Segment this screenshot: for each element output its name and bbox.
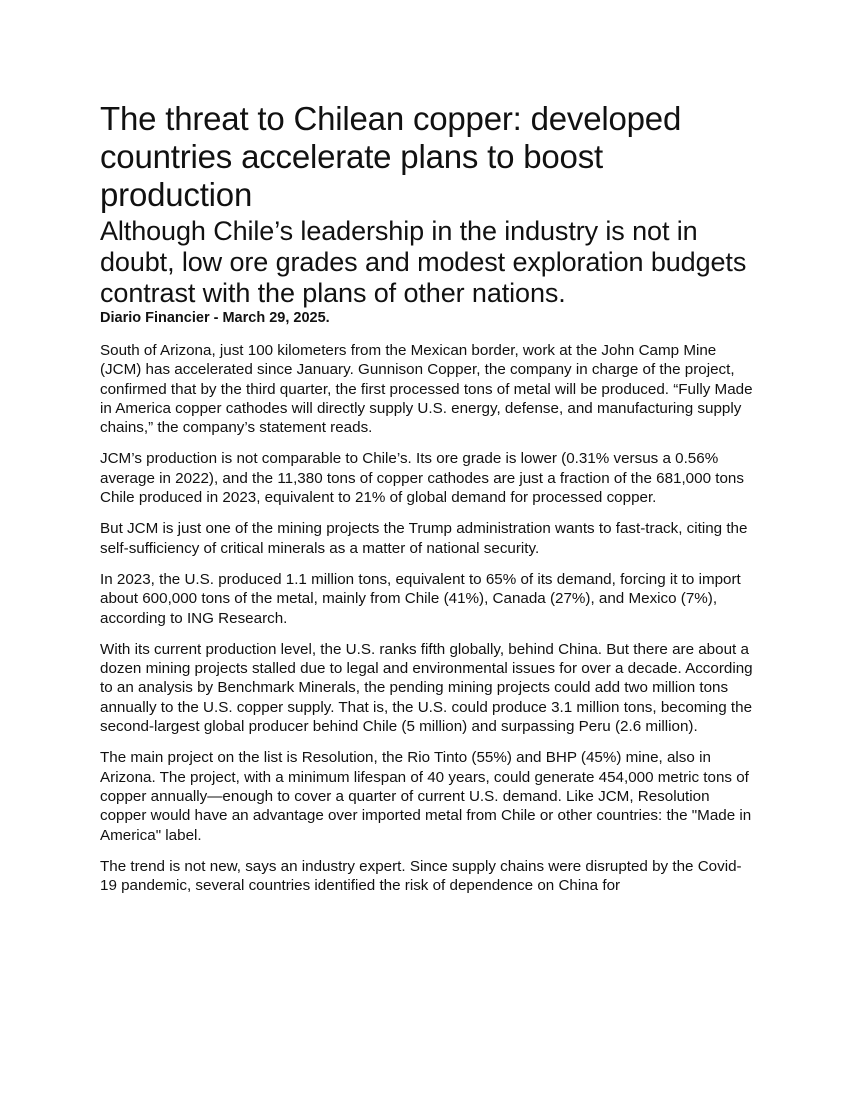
article-paragraph: With its current production level, the U.S. ranks fifth globally, behind China. But there are about a dozen mining projects stalled due to legal and environmental issues for over a decade. According to an analysis by Benchmark Minerals, the pending mining projects could add two million tons annually to the U.S. copper supply. That is, the U.S. could produce 3.1 million tons, becoming the second-largest global producer behind Chile (5 million) and surpassing Peru (2.6 million). bbox=[100, 640, 753, 736]
article-paragraph: The main project on the list is Resolution, the Rio Tinto (55%) and BHP (45%) mine, also in Arizona. The project, with a minimum lifespan of 40 years, could generate 454,000 metric tons of copper annually—enough to cover a quarter of current U.S. demand. Like JCM, Resolution copper would have an advantage over imported metal from Chile or other countries: the "Made in America" label. bbox=[100, 749, 752, 844]
article-paragraph: In 2023, the U.S. produced 1.1 million tons, equivalent to 65% of its demand, forcing it to import about 600,000 tons of the metal, mainly from Chile (41%), Canada (27%), and Mexico (7%), according to ING Research. bbox=[100, 570, 741, 627]
article-paragraph: South of Arizona, just 100 kilometers from the Mexican border, work at the John Camp Mine (JCM) has accelerated since January. Gunnison Copper, the company in charge of the project, confirmed that by the third quarter, the first processed tons of metal will be produced. “Fully Made in America copper cathodes will directly supply U.S. energy, defense, and manufacturing supply chains,” the company’s statement reads. bbox=[100, 342, 753, 437]
article-title: The threat to Chilean copper: developed countries accelerate plans to boost production bbox=[100, 100, 682, 213]
article-subtitle: Although Chile’s leadership in the industry is not in doubt, low ore grades and modest exploration budgets contrast with the plans of other nations. bbox=[100, 216, 747, 308]
article-paragraph: But JCM is just one of the mining projects the Trump administration wants to fast-track, citing the self-sufficiency of critical minerals as a matter of national security. bbox=[100, 520, 748, 557]
article-paragraph: JCM’s production is not comparable to Chile’s. Its ore grade is lower (0.31% versus a 0.56% average in 2022), and the 11,380 tons of copper cathodes are just a fraction of the 681,000 tons Chile produced in 2023, equivalent to 21% of global demand for processed copper. bbox=[100, 450, 744, 507]
article-paragraph: The trend is not new, says an industry expert. Since supply chains were disrupted by the Covid-19 pandemic, several countries identified the risk of dependence on China for bbox=[100, 857, 742, 895]
article bbox=[100, 100, 755, 907]
article-byline: Diario Financier - March 29, 2025. bbox=[100, 310, 330, 326]
